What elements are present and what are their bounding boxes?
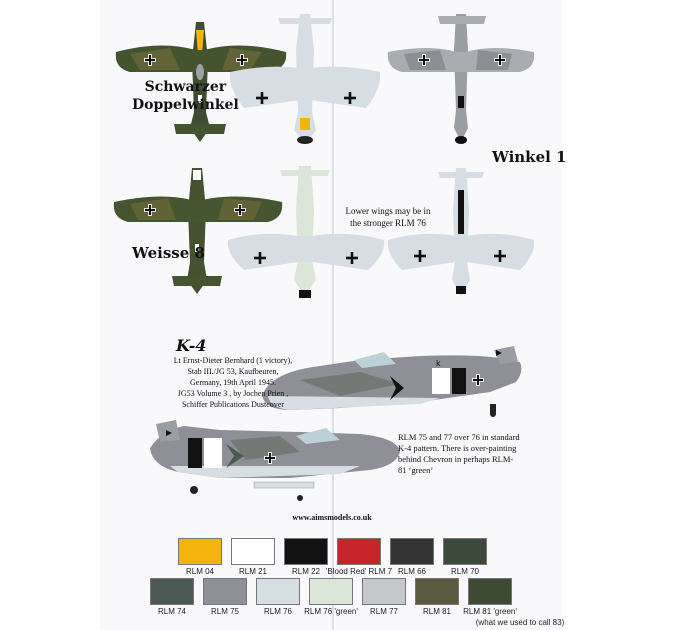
bf109-under-view-3 [388, 168, 534, 296]
k4-camo-note-line2: K-4 pattern. There is over-painting [398, 443, 517, 453]
swatch-footnote: (what we used to call 83) [475, 618, 565, 627]
swatch-row2-4 [362, 578, 406, 605]
k4-caption-line3: Germany, 19th April 1945. [190, 378, 276, 387]
swatch-row1-3 [337, 538, 381, 565]
k4-caption-line4: JG53 Volume 3 , by Jochen Prien , [177, 389, 289, 398]
label-schwarzer-line2: Doppelwinkel [132, 97, 239, 113]
swatch-label-row1-3: 'Blood Red' RLM 7 [325, 567, 393, 576]
k4-caption-line1: Lt Ernst-Dieter Bernhard (1 victory), [173, 356, 293, 365]
swatch-label-row2-3: RLM 76 'green' [304, 607, 358, 616]
swatch-label-row1-2: RLM 22 [291, 567, 320, 576]
swatch-label-row1-5: RLM 70 [450, 567, 479, 576]
swatch-row2-0 [150, 578, 194, 605]
swatch-row1-1 [231, 538, 275, 565]
swatch-label-row1-1: RLM 21 [238, 567, 267, 576]
swatch-label-row1-4: RLM 66 [397, 567, 426, 576]
website-url: www.aimsmodels.co.uk [292, 513, 372, 522]
bf109-under-view-2 [228, 166, 384, 298]
swatch-row2-1 [203, 578, 247, 605]
swatch-label-row2-2: RLM 76 [263, 607, 292, 616]
bf109-under-view-1 [230, 14, 380, 144]
swatch-row2-3 [309, 578, 353, 605]
bf109-top-view-weisse [114, 168, 282, 294]
label-schwarzer-line1: Schwarzer [144, 79, 227, 95]
k4-camo-note-line4: 81 ‘green’ [398, 465, 434, 475]
swatch-row2-5 [415, 578, 459, 605]
bf109-top-view-winkel [388, 14, 534, 144]
k4-caption-line2: Stab III./JG 53, Kaufbeuren, [187, 367, 279, 376]
k4-camouflage-note [398, 432, 548, 476]
label-winkel-1: Winkel 1 [492, 148, 567, 166]
fuselage-letter: k [436, 359, 441, 368]
swatch-row1-4 [390, 538, 434, 565]
lower-wing-note-line1: Lower wings may be in [345, 206, 431, 216]
k4-caption-line5: Schiffer Publications Dustcover [181, 400, 285, 409]
swatch-row1-0 [178, 538, 222, 565]
k4-caption [158, 355, 308, 410]
swatch-row1-5 [443, 538, 487, 565]
bf109k4-side-view-left [150, 420, 400, 501]
k4-camo-note-line1: RLM 75 and 77 over 76 in standard [398, 432, 520, 442]
k4-camo-note-line3: behind Chevron in perhaps RLM- [398, 454, 514, 464]
label-weisse-8: Weisse 8 [132, 244, 205, 262]
swatch-row2-6 [468, 578, 512, 605]
swatch-row1-2 [284, 538, 328, 565]
label-schwarzer [132, 78, 239, 114]
swatch-label-row2-1: RLM 75 [210, 607, 239, 616]
swatch-label-row2-0: RLM 74 [157, 607, 186, 616]
swatch-label-row2-6: RLM 81 'green' [463, 607, 517, 616]
swatch-label-row1-0: RLM 04 [185, 567, 214, 576]
swatch-row2-2 [256, 578, 300, 605]
swatch-label-row2-5: RLM 81 [422, 607, 451, 616]
swatch-label-row2-4: RLM 77 [369, 607, 398, 616]
lower-wing-note-line2: the stronger RLM 76 [350, 218, 426, 228]
k4-title: K-4 [176, 336, 207, 355]
lower-wing-note [318, 205, 458, 229]
